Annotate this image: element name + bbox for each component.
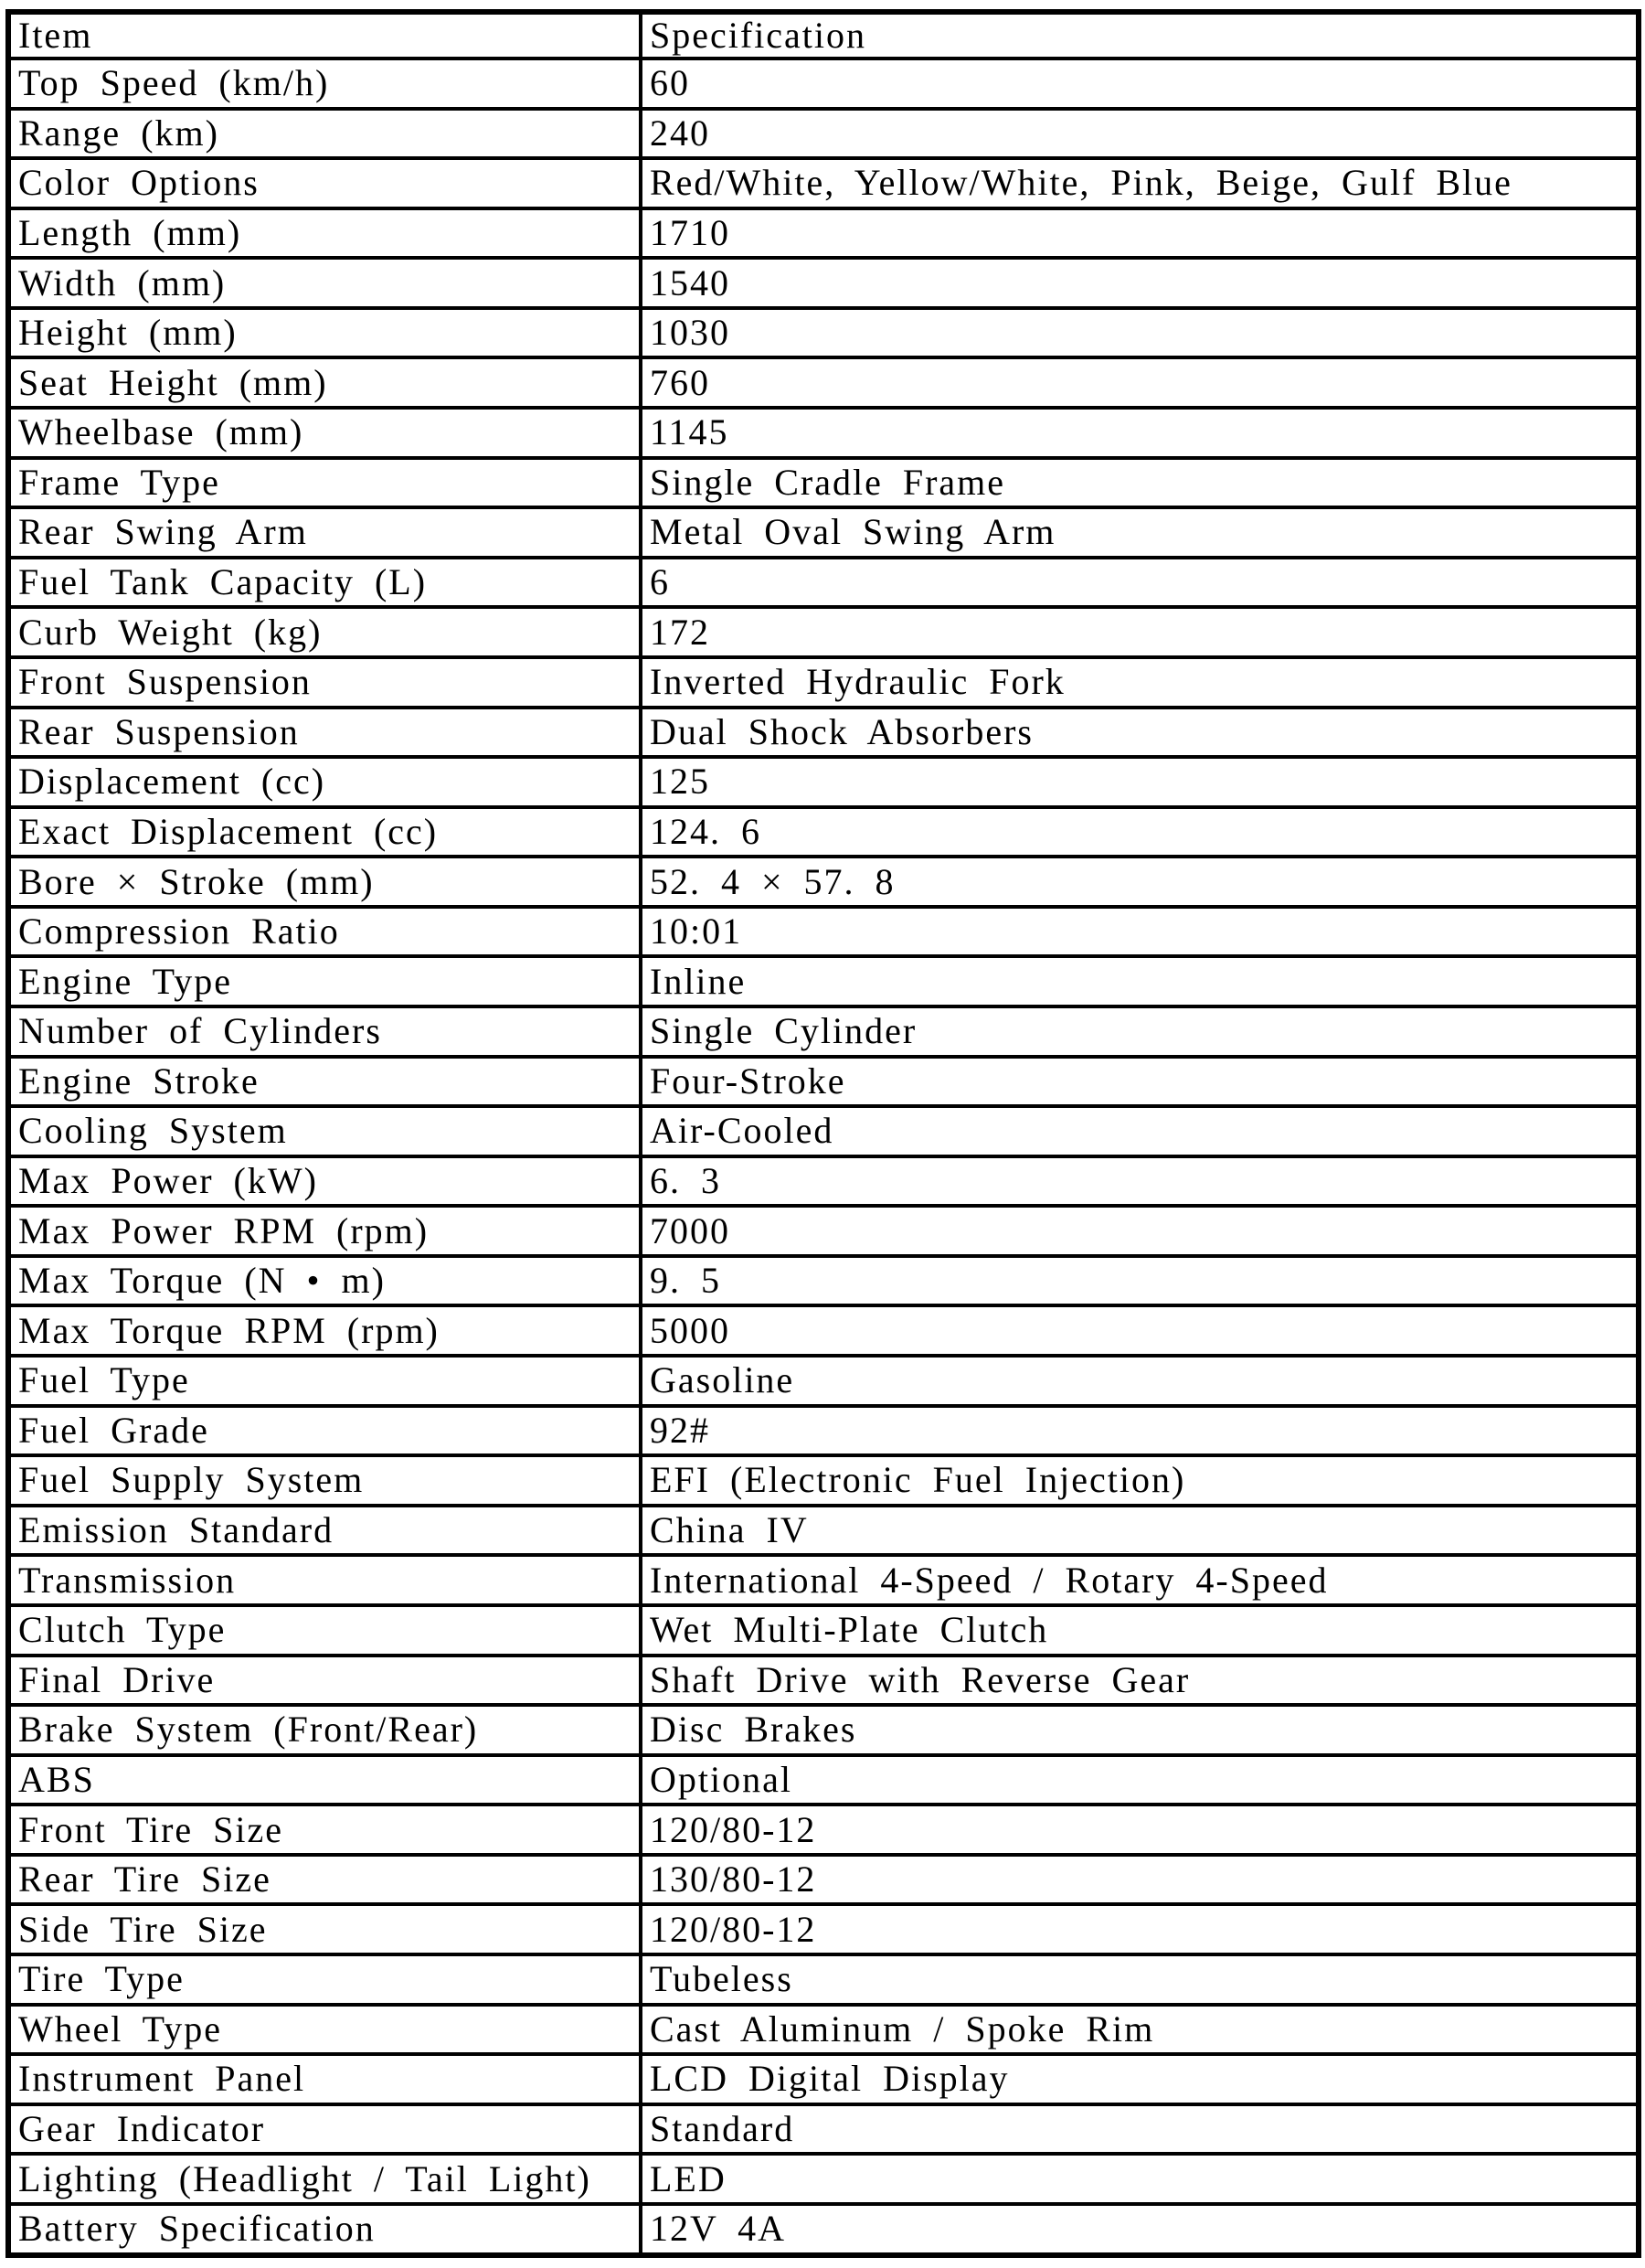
- table-row: [8, 1506, 1639, 1556]
- spec-cell: Single Cradle Frame: [641, 458, 1639, 508]
- table-row: [8, 357, 1639, 408]
- item-cell: Exact Displacement (cc): [8, 807, 641, 857]
- spec-table: [5, 9, 1641, 2258]
- table-row: [8, 1605, 1639, 1656]
- item-cell: Emission Standard: [8, 1506, 641, 1556]
- item-cell: Curb Weight (kg): [8, 607, 641, 657]
- item-cell: Clutch Type: [8, 1605, 641, 1656]
- item-cell: Rear Swing Arm: [8, 507, 641, 558]
- spec-cell: Inline: [641, 956, 1639, 1006]
- spec-cell: Disc Brakes: [641, 1705, 1639, 1755]
- item-cell: Range (km): [8, 109, 641, 159]
- table-row: [8, 1755, 1639, 1805]
- item-cell: Front Tire Size: [8, 1805, 641, 1855]
- spec-cell: Single Cylinder: [641, 1006, 1639, 1057]
- table-row: [8, 1705, 1639, 1755]
- item-cell: Max Power RPM (rpm): [8, 1206, 641, 1256]
- table-row: [8, 657, 1639, 708]
- item-cell: Color Options: [8, 158, 641, 208]
- item-cell: Compression Ratio: [8, 907, 641, 957]
- item-cell: Bore × Stroke (mm): [8, 857, 641, 907]
- spec-cell: 5000: [641, 1305, 1639, 1356]
- spec-cell: Metal Oval Swing Arm: [641, 507, 1639, 558]
- item-cell: Instrument Panel: [8, 2054, 641, 2104]
- spec-table-body: [8, 59, 1639, 2255]
- table-row: [8, 1904, 1639, 1954]
- item-cell: Transmission: [8, 1555, 641, 1605]
- table-row: [8, 1356, 1639, 1406]
- item-cell: Lighting (Headlight / Tail Light): [8, 2154, 641, 2204]
- item-cell: Tire Type: [8, 1954, 641, 2005]
- spec-cell: Standard: [641, 2104, 1639, 2155]
- spec-cell: 9. 5: [641, 1256, 1639, 1306]
- spec-cell: Red/White, Yellow/White, Pink, Beige, Gulf Blue: [641, 158, 1639, 208]
- spec-cell: Cast Aluminum / Spoke Rim: [641, 2005, 1639, 2055]
- table-row: [8, 907, 1639, 957]
- item-cell: Fuel Type: [8, 1356, 641, 1406]
- item-cell: Max Power (kW): [8, 1156, 641, 1207]
- item-cell: Width (mm): [8, 258, 641, 308]
- spec-cell: 1710: [641, 208, 1639, 259]
- item-cell: Length (mm): [8, 208, 641, 259]
- spec-cell: 240: [641, 109, 1639, 159]
- spec-table-head: [8, 12, 1639, 59]
- spec-cell: Dual Shock Absorbers: [641, 708, 1639, 758]
- table-row: [8, 208, 1639, 259]
- table-row: [8, 458, 1639, 508]
- table-row: [8, 757, 1639, 807]
- header-item: Item: [8, 12, 641, 59]
- item-cell: Height (mm): [8, 308, 641, 358]
- table-row: [8, 1954, 1639, 2005]
- table-row: [8, 2104, 1639, 2155]
- spec-cell: Wet Multi-Plate Clutch: [641, 1605, 1639, 1656]
- table-row: [8, 1805, 1639, 1855]
- item-cell: Top Speed (km/h): [8, 59, 641, 109]
- item-cell: Displacement (cc): [8, 757, 641, 807]
- table-row: [8, 2054, 1639, 2104]
- spec-cell: 6: [641, 558, 1639, 608]
- spec-cell: 120/80-12: [641, 1904, 1639, 1954]
- spec-cell: 120/80-12: [641, 1805, 1639, 1855]
- item-cell: Wheelbase (mm): [8, 408, 641, 458]
- item-cell: Rear Tire Size: [8, 1855, 641, 1905]
- spec-cell: 92#: [641, 1406, 1639, 1456]
- table-row: [8, 1256, 1639, 1306]
- item-cell: Side Tire Size: [8, 1904, 641, 1954]
- table-row: [8, 2005, 1639, 2055]
- header-specification: Specification: [641, 12, 1639, 59]
- item-cell: Engine Type: [8, 956, 641, 1006]
- table-row: [8, 507, 1639, 558]
- spec-cell: 60: [641, 59, 1639, 109]
- table-row: [8, 807, 1639, 857]
- spec-cell: 10:01: [641, 907, 1639, 957]
- spec-cell: 124. 6: [641, 807, 1639, 857]
- table-row: [8, 158, 1639, 208]
- spec-cell: 7000: [641, 1206, 1639, 1256]
- table-row: [8, 1156, 1639, 1207]
- table-row: [8, 258, 1639, 308]
- table-row: [8, 2154, 1639, 2204]
- table-row: [8, 1057, 1639, 1107]
- item-cell: Fuel Grade: [8, 1406, 641, 1456]
- spec-cell: 125: [641, 757, 1639, 807]
- spec-cell: 6. 3: [641, 1156, 1639, 1207]
- table-row: [8, 59, 1639, 109]
- header-row: [8, 12, 1639, 59]
- spec-cell: 1145: [641, 408, 1639, 458]
- spec-cell: LED: [641, 2154, 1639, 2204]
- spec-cell: International 4-Speed / Rotary 4-Speed: [641, 1555, 1639, 1605]
- spec-cell: 130/80-12: [641, 1855, 1639, 1905]
- spec-cell: 1540: [641, 258, 1639, 308]
- item-cell: Battery Specification: [8, 2204, 641, 2255]
- spec-cell: Optional: [641, 1755, 1639, 1805]
- item-cell: Max Torque (N • m): [8, 1256, 641, 1306]
- item-cell: Gear Indicator: [8, 2104, 641, 2155]
- spec-cell: 172: [641, 607, 1639, 657]
- spec-cell: EFI (Electronic Fuel Injection): [641, 1455, 1639, 1506]
- table-row: [8, 2204, 1639, 2255]
- spec-cell: China IV: [641, 1506, 1639, 1556]
- spec-cell: 12V 4A: [641, 2204, 1639, 2255]
- item-cell: Wheel Type: [8, 2005, 641, 2055]
- item-cell: Seat Height (mm): [8, 357, 641, 408]
- table-row: [8, 1855, 1639, 1905]
- spec-cell: LCD Digital Display: [641, 2054, 1639, 2104]
- item-cell: Fuel Tank Capacity (L): [8, 558, 641, 608]
- table-row: [8, 1555, 1639, 1605]
- table-row: [8, 956, 1639, 1006]
- table-row: [8, 708, 1639, 758]
- item-cell: ABS: [8, 1755, 641, 1805]
- item-cell: Engine Stroke: [8, 1057, 641, 1107]
- table-row: [8, 1206, 1639, 1256]
- item-cell: Frame Type: [8, 458, 641, 508]
- spec-cell: Shaft Drive with Reverse Gear: [641, 1656, 1639, 1706]
- table-row: [8, 607, 1639, 657]
- table-row: [8, 558, 1639, 608]
- table-row: [8, 1656, 1639, 1706]
- table-row: [8, 1455, 1639, 1506]
- table-row: [8, 109, 1639, 159]
- table-row: [8, 1305, 1639, 1356]
- spec-cell: Inverted Hydraulic Fork: [641, 657, 1639, 708]
- spec-cell: Air-Cooled: [641, 1106, 1639, 1156]
- table-row: [8, 1006, 1639, 1057]
- table-row: [8, 1106, 1639, 1156]
- table-row: [8, 1406, 1639, 1456]
- table-row: [8, 308, 1639, 358]
- spec-cell: Tubeless: [641, 1954, 1639, 2005]
- spec-cell: Gasoline: [641, 1356, 1639, 1406]
- item-cell: Cooling System: [8, 1106, 641, 1156]
- spec-cell: Four-Stroke: [641, 1057, 1639, 1107]
- item-cell: Final Drive: [8, 1656, 641, 1706]
- item-cell: Max Torque RPM (rpm): [8, 1305, 641, 1356]
- item-cell: Rear Suspension: [8, 708, 641, 758]
- item-cell: Brake System (Front/Rear): [8, 1705, 641, 1755]
- spec-cell: 1030: [641, 308, 1639, 358]
- spec-cell: 760: [641, 357, 1639, 408]
- item-cell: Fuel Supply System: [8, 1455, 641, 1506]
- table-row: [8, 857, 1639, 907]
- table-row: [8, 408, 1639, 458]
- item-cell: Front Suspension: [8, 657, 641, 708]
- spec-cell: 52. 4 × 57. 8: [641, 857, 1639, 907]
- item-cell: Number of Cylinders: [8, 1006, 641, 1057]
